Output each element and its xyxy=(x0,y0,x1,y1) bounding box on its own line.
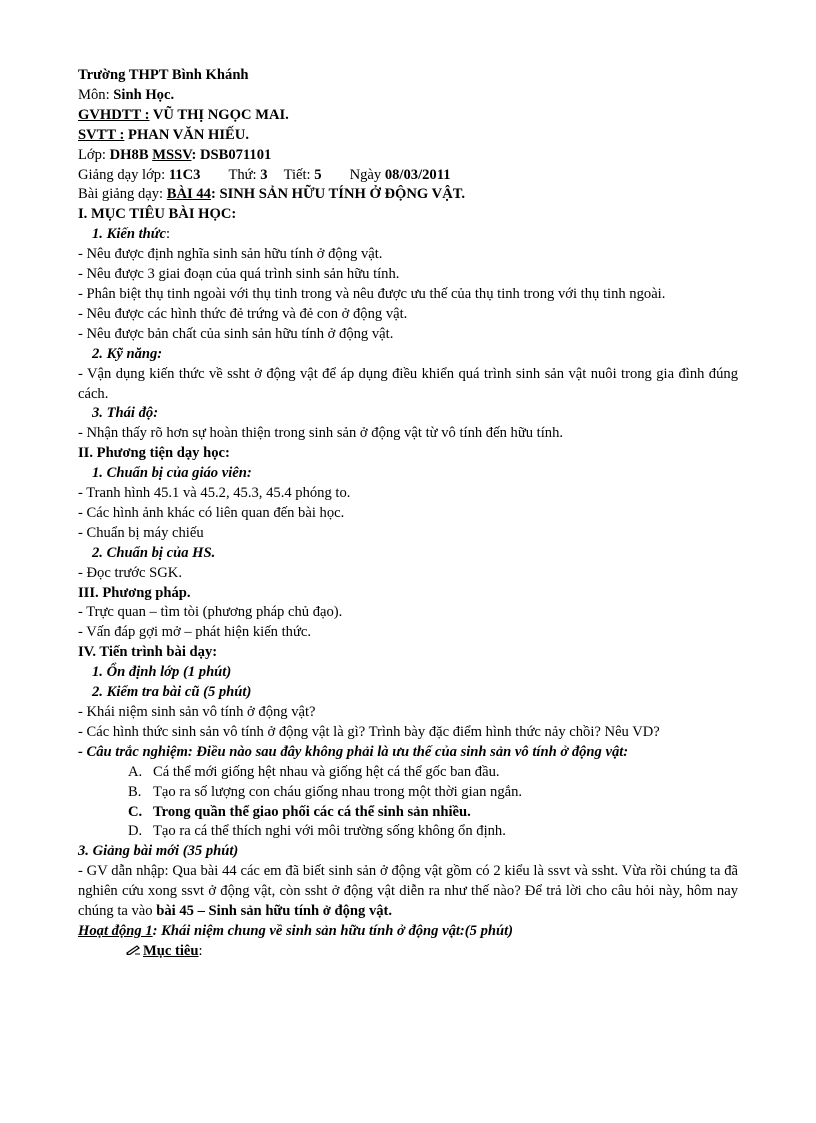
objective-line: Mục tiêu: xyxy=(78,942,738,962)
quiz-option: A. Cá thể mới giống hệt nhau và giống hệt cá thể gốc ban đầu. xyxy=(128,763,500,780)
subject-line: Môn: Sinh Học. xyxy=(78,86,175,103)
quiz-question: - Câu trắc nghiệm: Điều nào sau đây không phải là ưu thế của sinh sản vô tính ở động vật: xyxy=(78,743,629,760)
class-line: Lớp: DH8B MSSV: DSB071101 xyxy=(78,146,272,163)
student-teacher-line: SVTT : PHAN VĂN HIẾU. xyxy=(78,126,249,143)
teacher-prep-item: - Chuẩn bị máy chiếu xyxy=(78,524,204,541)
knowledge-heading: 1. Kiến thức: xyxy=(92,226,171,243)
attitude-item: - Nhận thấy rõ hơn sự hoàn thiện trong sinh sản ở động vật từ vô tính đến hữu tính. xyxy=(78,425,564,442)
step-heading: 1. Ổn định lớp (1 phút) xyxy=(92,664,232,681)
document-page xyxy=(78,66,738,962)
section-method-title: III. Phương pháp. xyxy=(78,584,191,601)
step-heading: 2. Kiểm tra bài cũ (5 phút) xyxy=(92,684,252,701)
knowledge-item: - Nêu được định nghĩa sinh sản hữu tính ở động vật. xyxy=(78,246,383,263)
teacher-prep-item: - Tranh hình 45.1 và 45.2, 45.3, 45.4 phóng to. xyxy=(78,485,351,502)
section-objectives-title: I. MỤC TIÊU BÀI HỌC: xyxy=(78,206,237,223)
knowledge-item: - Nêu được bản chất của sinh sản hữu tính ở động vật. xyxy=(78,325,394,342)
school-name: Trường THPT Bình Khánh xyxy=(78,67,249,83)
step-heading: 3. Giảng bài mới (35 phút) xyxy=(78,843,239,860)
activity-heading: Hoạt động 1: Khái niệm chung về sinh sản hữu tính ở động vật:(5 phút) xyxy=(78,922,514,939)
teacher-prep-item: - Các hình ảnh khác có liên quan đến bài học. xyxy=(78,504,345,521)
pen-icon xyxy=(126,942,141,962)
knowledge-item: - Phân biệt thụ tinh ngoài với thụ tinh trong và nêu được ưu thế của thụ tinh trong với thụ tinh ngoài. xyxy=(78,285,666,302)
method-item: - Vấn đáp gợi mở – phát hiện kiến thức. xyxy=(78,624,312,641)
lesson-line: Bài giảng dạy: BÀI 44: SINH SẢN HỮU TÍNH Ở ĐỘNG VẬT. xyxy=(78,186,466,203)
teacher-prep-heading: 1. Chuẩn bị của giáo viên: xyxy=(92,465,252,482)
review-question: - Khái niệm sinh sản vô tính ở động vật? xyxy=(78,704,316,720)
attitude-heading: 3. Thái độ: xyxy=(92,405,159,422)
knowledge-item: - Nêu được 3 giai đoạn của quá trình sinh sản hữu tính. xyxy=(78,266,400,283)
section-process-title: IV. Tiến trình bài dạy: xyxy=(78,644,218,661)
student-prep-item: - Đọc trước SGK. xyxy=(78,564,182,581)
skill-item: - Vận dụng kiến thức về ssht ở động vật để áp dụng điều khiển quá trình sinh sản vật nuôi trong gia đình đúng cách. xyxy=(78,365,738,402)
teaching-info-line: Giảng dạy lớp: 11C3 Thứ: 3 Tiết: 5 Ngày 08/03/2011 xyxy=(78,166,451,183)
skill-heading: 2. Kỹ năng: xyxy=(92,345,163,362)
quiz-option: D. Tạo ra cá thể thích nghi với môi trường sống không ổn định. xyxy=(128,823,506,840)
knowledge-item: - Nêu được các hình thức đẻ trứng và đẻ con ở động vật. xyxy=(78,305,408,322)
supervisor-line: GVHDTT : VŨ THỊ NGỌC MAI. xyxy=(78,106,289,123)
quiz-option: B. Tạo ra số lượng con cháu giống nhau trong một thời gian ngắn. xyxy=(128,783,523,800)
student-prep-heading: 2. Chuẩn bị của HS. xyxy=(92,544,216,561)
lesson-intro: - GV dẫn nhập: Qua bài 44 các em đã biết sinh sản ở động vật gồm có 2 kiểu là ssvt và ssht. Vừa rồi chúng ta đã nghiên cứu xong ssvt ở động vật, còn ssht ở động vật diễn ra như thế nào? Để trả lời cho câu hỏi này, hôm nay chúng ta vào bài 45 – Sinh sản hữu tính ở động vật. xyxy=(78,863,738,920)
quiz-option-answer: C. Trong quần thể giao phối các cá thể sinh sản nhiều. xyxy=(128,803,471,820)
section-materials-title: II. Phương tiện dạy học: xyxy=(78,445,230,462)
method-item: - Trực quan – tìm tòi (phương pháp chủ đạo). xyxy=(78,604,343,621)
review-question: - Các hình thức sinh sản vô tính ở động vật là gì? Trình bày đặc điểm hình thức nảy chồi? Nêu VD? xyxy=(78,723,660,740)
